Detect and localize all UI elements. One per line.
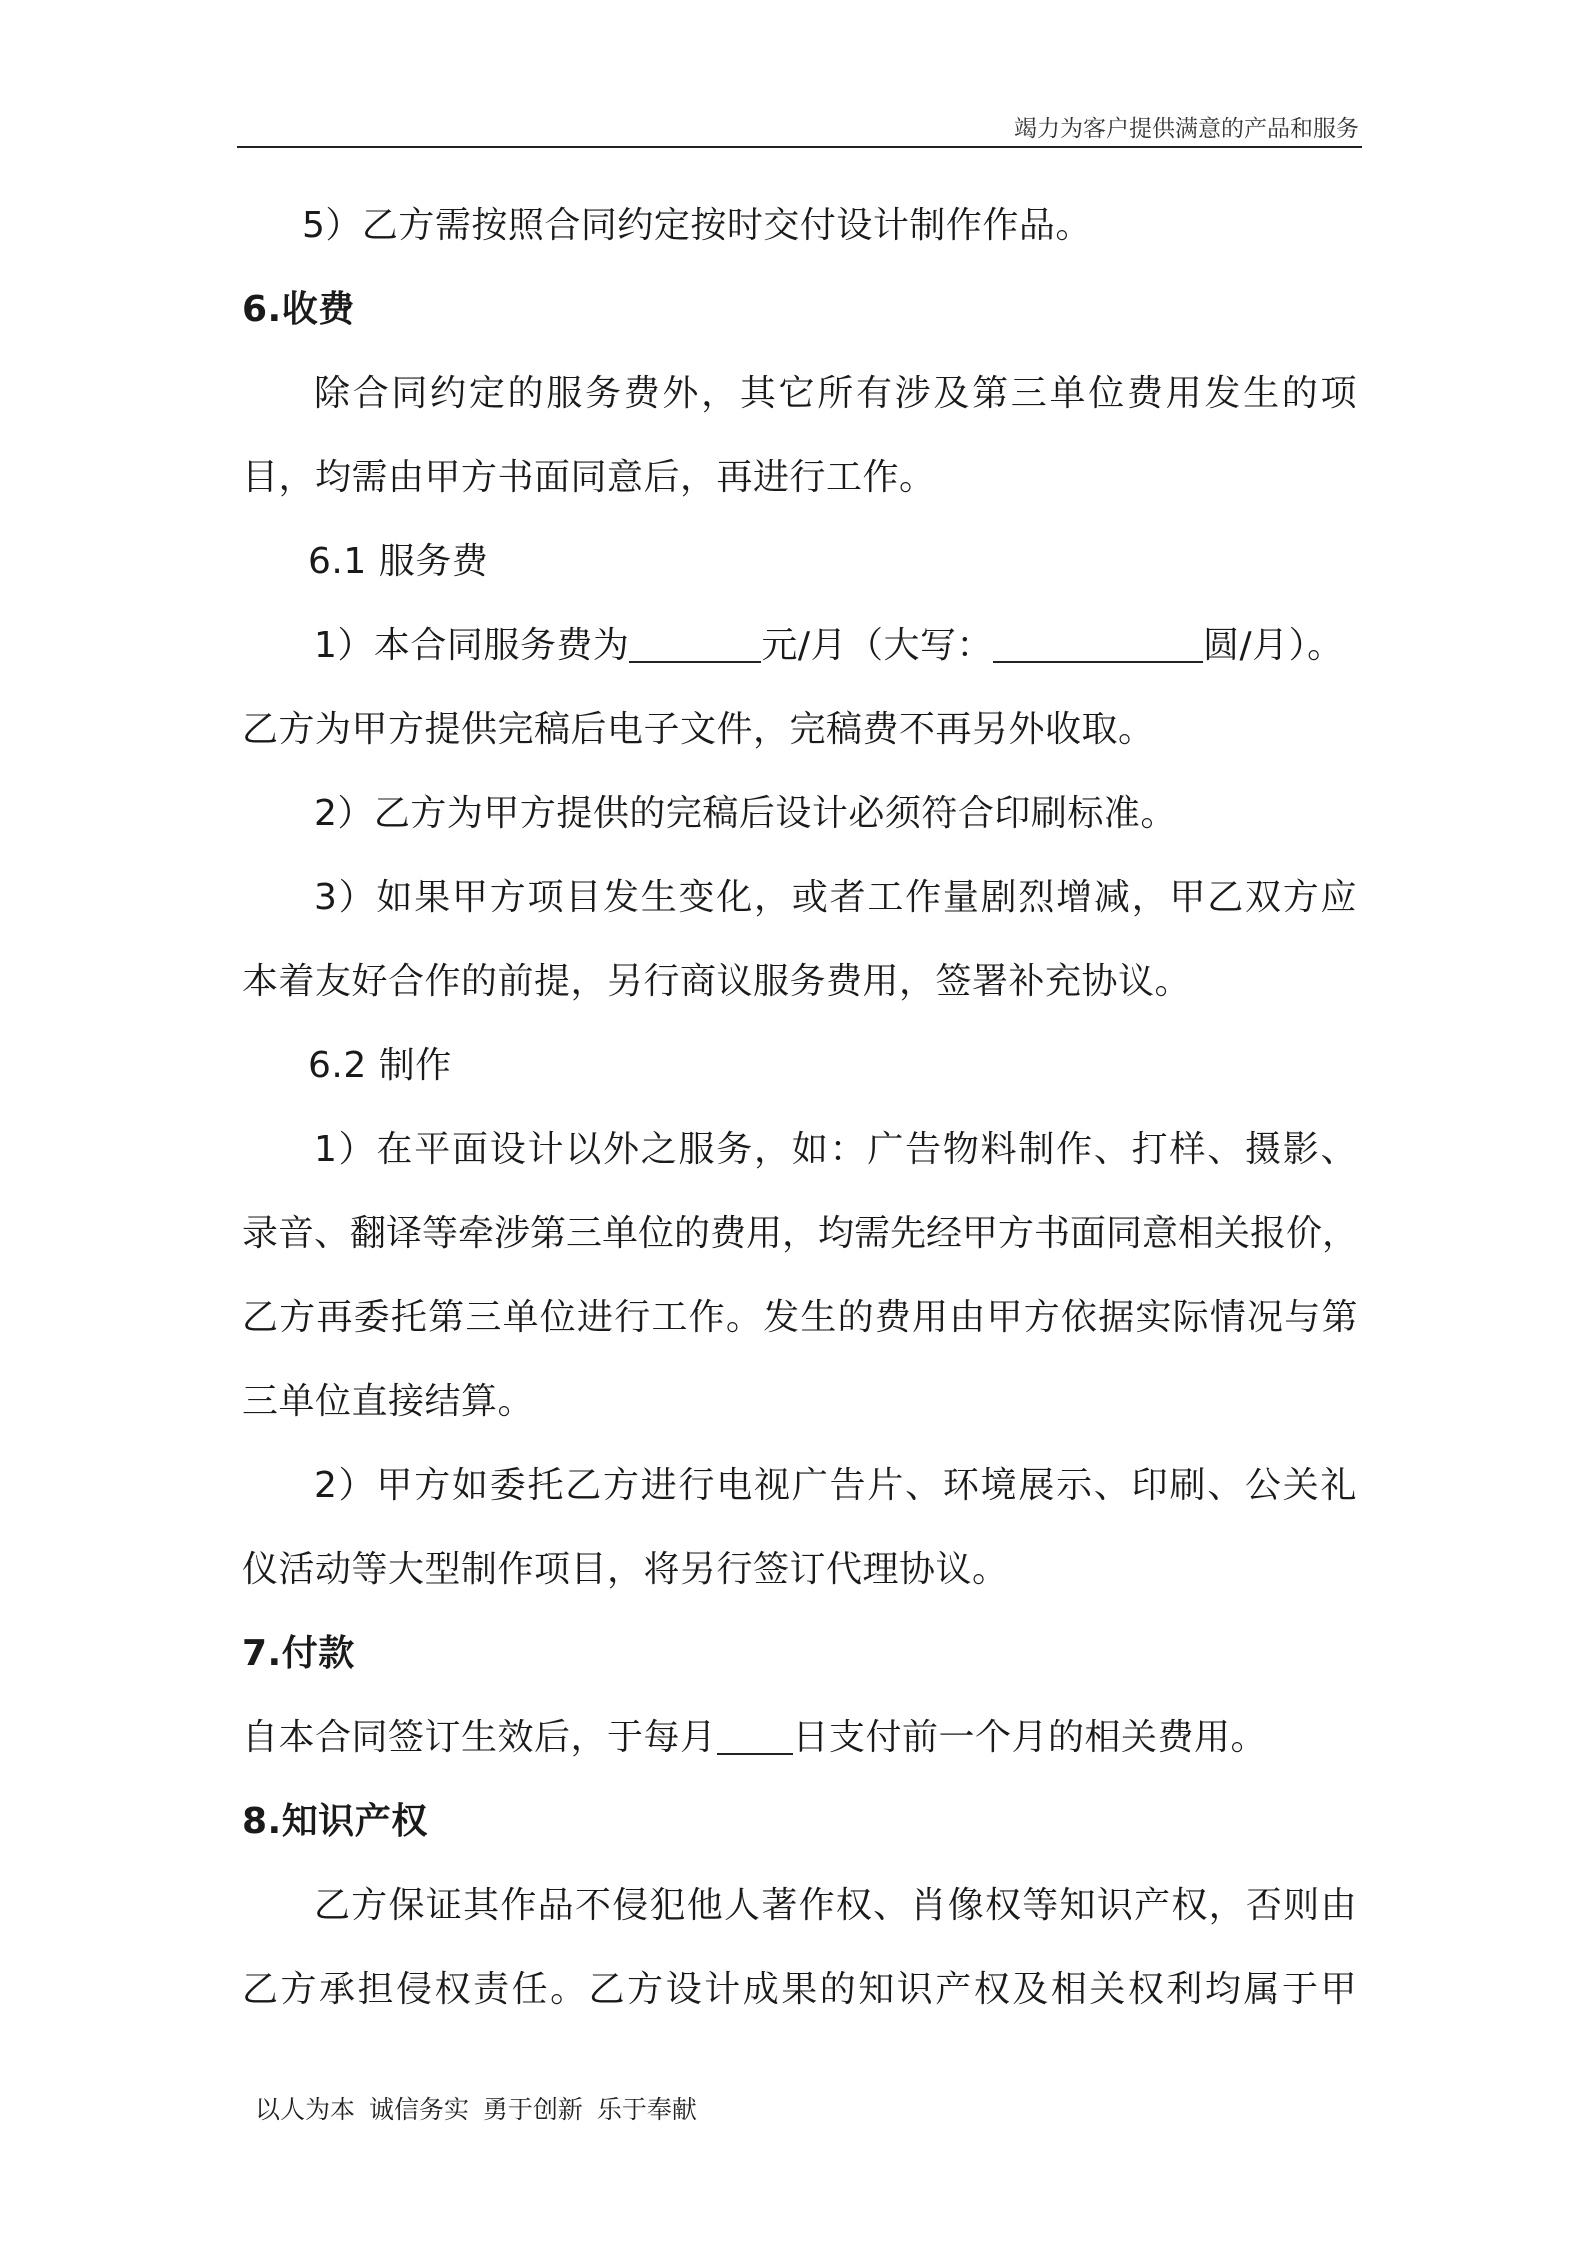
payment-label-end: 日支付前一个月的相关费用。 [792,1717,1268,1758]
paragraph-line: 本着友好合作的前提，另行商议服务费用，签署补充协议。 [242,961,1192,1002]
paragraph-line: 2）甲方如委托乙方进行电视广告片、环境展示、印刷、公关礼 [314,1465,1357,1506]
fee-line [242,622,1429,670]
footer-motto: 以人为本 诚信务实 勇于创新 乐于奉献 [255,2095,697,2124]
header-divider [237,146,1362,148]
paragraph-line: 三单位直接结算。 [242,1381,535,1422]
subsection-heading-6-1: 6.1 服务费 [308,541,489,582]
payment-label: 自本合同签订生效后，于每月 [242,1717,717,1758]
section-heading-6: 6.收费 [242,289,355,330]
payment-line [242,1714,1357,1762]
fee-unit-close: 圆/月）。 [1203,625,1344,666]
paragraph-line: 乙方承担侵权责任。乙方设计成果的知识产权及相关权利均属于甲 [242,1969,1357,2010]
paragraph-line: 3）如果甲方项目发生变化，或者工作量剧烈增减，甲乙双方应 [314,877,1357,918]
section-heading-8: 8.知识产权 [242,1801,428,1842]
paragraph-line: 1）在平面设计以外之服务，如：广告物料制作、打样、摄影、 [314,1129,1357,1170]
section-heading-7: 7.付款 [242,1633,355,1674]
header-slogan: 竭力为客户提供满意的产品和服务 [1014,116,1359,142]
paragraph-line: 乙方为甲方提供完稿后电子文件，完稿费不再另外收取。 [242,709,1155,750]
paragraph-line: 5）乙方需按照合同约定按时交付设计制作作品。 [302,205,1092,246]
paragraph-line: 除合同约定的服务费外，其它所有涉及第三单位费用发生的项 [314,373,1357,414]
fee-label: 1）本合同服务费为 [314,625,630,666]
paragraph-line: 乙方再委托第三单位进行工作。发生的费用由甲方依据实际情况与第 [242,1297,1357,1338]
fee-unit: 元/月（大写： [761,625,994,666]
paragraph-line: 仪活动等大型制作项目，将另行签订代理协议。 [242,1549,1009,1590]
paragraph-line: 乙方保证其作品不侵犯他人著作权、肖像权等知识产权，否则由 [314,1885,1357,1926]
fee-capital-blank[interactable] [993,625,1203,663]
paragraph-line: 目，均需由甲方书面同意后，再进行工作。 [242,457,936,498]
paragraph-line: 2）乙方为甲方提供的完稿后设计必须符合印刷标准。 [314,793,1177,834]
paragraph-line: 录音、翻译等牵涉第三单位的费用，均需先经甲方书面同意相关报价， [242,1213,1357,1254]
subsection-heading-6-2: 6.2 制作 [308,1045,452,1086]
payment-day-blank[interactable] [717,1717,793,1755]
fee-amount-blank[interactable] [629,625,761,663]
